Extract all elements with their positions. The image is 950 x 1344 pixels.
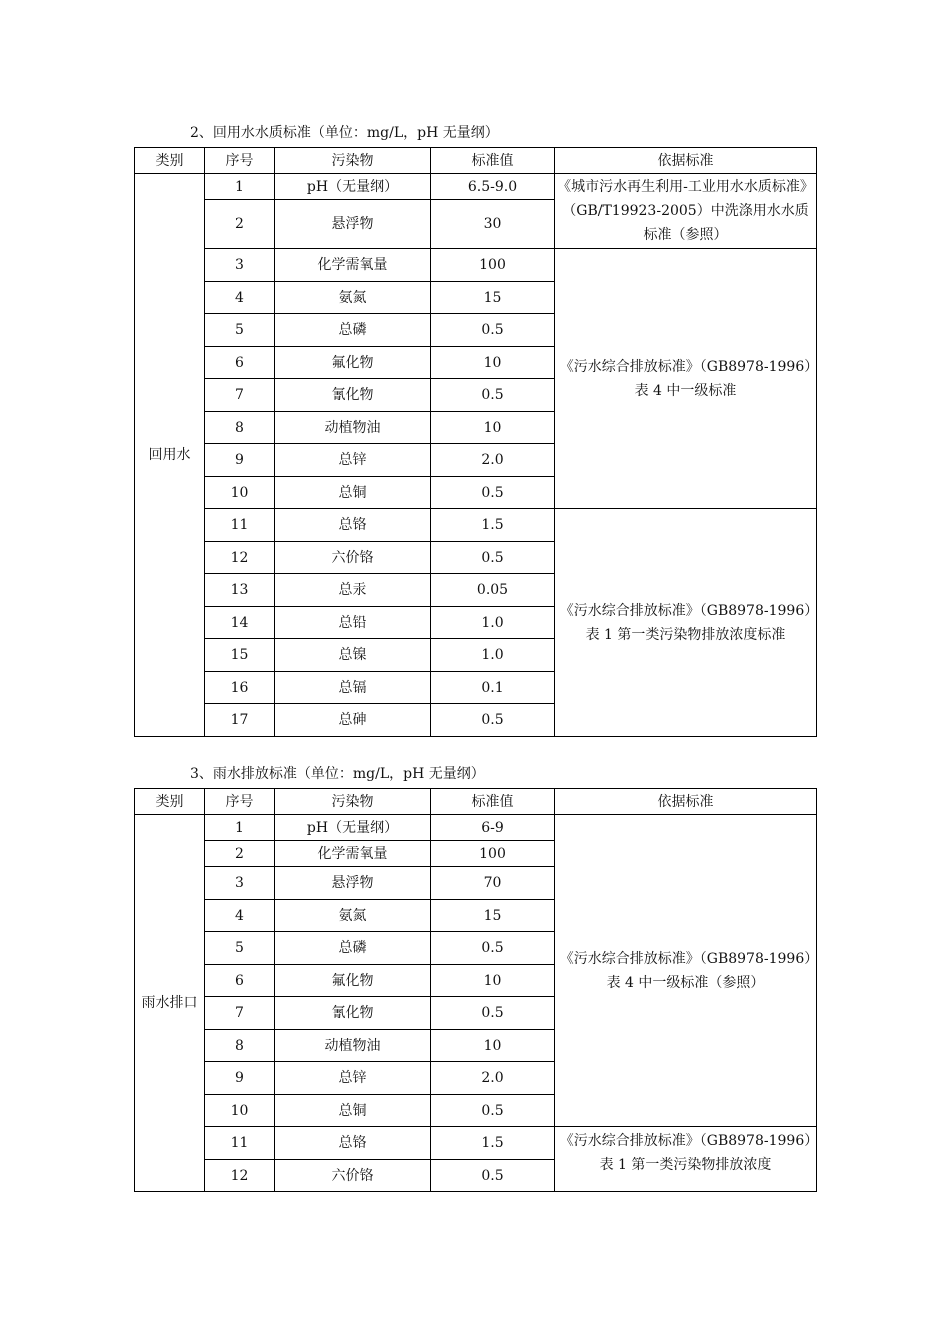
pollutant-cell: 总铜 (275, 1095, 431, 1127)
category-cell: 雨水排口 (135, 815, 205, 1192)
row-number: 3 (205, 867, 275, 900)
row-number: 10 (205, 1095, 275, 1127)
value-cell: 1.5 (431, 1127, 555, 1160)
reuse-water-standard-table (134, 147, 817, 737)
value-cell: 10 (431, 412, 555, 444)
row-number: 12 (205, 1160, 275, 1192)
row-number: 17 (205, 704, 275, 737)
row-number: 10 (205, 477, 275, 509)
value-cell: 1.0 (431, 639, 555, 672)
value-cell: 0.5 (431, 704, 555, 737)
value-cell: 1.0 (431, 607, 555, 639)
row-number: 11 (205, 509, 275, 542)
pollutant-cell: 总汞 (275, 574, 431, 607)
pollutant-cell: 化学需氧量 (275, 841, 431, 867)
row-number: 4 (205, 900, 275, 932)
basis-cell: 《城市污水再生利用-工业用水水质标准》（GB/T19923-2005）中洗涤用水水质标准（参照） (555, 174, 817, 249)
row-number: 9 (205, 444, 275, 477)
pollutant-cell: 总磷 (275, 314, 431, 347)
value-cell: 1.5 (431, 509, 555, 542)
row-number: 5 (205, 314, 275, 347)
row-number: 15 (205, 639, 275, 672)
row-number: 12 (205, 542, 275, 574)
pollutant-cell: 总锌 (275, 1062, 431, 1095)
row-number: 8 (205, 1030, 275, 1062)
value-cell: 70 (431, 867, 555, 900)
value-cell: 100 (431, 841, 555, 867)
row-number: 6 (205, 347, 275, 379)
value-cell: 2.0 (431, 444, 555, 477)
table-header-row (135, 148, 817, 174)
row-number: 14 (205, 607, 275, 639)
value-cell: 0.5 (431, 314, 555, 347)
basis-cell: 《污水综合排放标准》（GB8978-1996）表 4 中一级标准（参照） (555, 815, 817, 1127)
pollutant-cell: 总铬 (275, 509, 431, 542)
pollutant-cell: 总铬 (275, 1127, 431, 1160)
row-number: 6 (205, 965, 275, 997)
row-number: 1 (205, 815, 275, 841)
pollutant-cell: 总铜 (275, 477, 431, 509)
header-category: 类别 (135, 148, 205, 174)
header-standard-value: 标准值 (431, 789, 555, 815)
row-number: 7 (205, 997, 275, 1030)
header-basis: 依据标准 (555, 148, 817, 174)
pollutant-cell: pH（无量纲） (275, 815, 431, 841)
pollutant-cell: 六价铬 (275, 542, 431, 574)
basis-cell: 《污水综合排放标准》（GB8978-1996）表 1 第一类污染物排放浓度 (555, 1127, 817, 1192)
row-number: 5 (205, 932, 275, 965)
table-row (135, 174, 817, 200)
pollutant-cell: 动植物油 (275, 412, 431, 444)
table-row (135, 509, 817, 542)
value-cell: 6.5-9.0 (431, 174, 555, 200)
row-number: 8 (205, 412, 275, 444)
pollutant-cell: 氨氮 (275, 282, 431, 314)
header-number: 序号 (205, 789, 275, 815)
header-number: 序号 (205, 148, 275, 174)
pollutant-cell: 悬浮物 (275, 200, 431, 249)
header-basis: 依据标准 (555, 789, 817, 815)
value-cell: 0.5 (431, 1095, 555, 1127)
pollutant-cell: 氰化物 (275, 997, 431, 1030)
pollutant-cell: 氨氮 (275, 900, 431, 932)
value-cell: 0.5 (431, 477, 555, 509)
value-cell: 0.5 (431, 997, 555, 1030)
row-number: 3 (205, 249, 275, 282)
value-cell: 10 (431, 347, 555, 379)
pollutant-cell: 化学需氧量 (275, 249, 431, 282)
row-number: 2 (205, 200, 275, 249)
pollutant-cell: 动植物油 (275, 1030, 431, 1062)
row-number: 1 (205, 174, 275, 200)
pollutant-cell: 悬浮物 (275, 867, 431, 900)
basis-cell: 《污水综合排放标准》（GB8978-1996）表 1 第一类污染物排放浓度标准 (555, 509, 817, 737)
value-cell: 10 (431, 1030, 555, 1062)
value-cell: 0.5 (431, 932, 555, 965)
section-3-caption: 3、雨水排放标准（单位：mg/L，pH 无量纲） (190, 766, 485, 782)
row-number: 7 (205, 379, 275, 412)
value-cell: 2.0 (431, 1062, 555, 1095)
value-cell: 15 (431, 900, 555, 932)
pollutant-cell: 总镉 (275, 672, 431, 704)
value-cell: 0.05 (431, 574, 555, 607)
pollutant-cell: 总铅 (275, 607, 431, 639)
value-cell: 0.5 (431, 1160, 555, 1192)
value-cell: 6-9 (431, 815, 555, 841)
category-cell: 回用水 (135, 174, 205, 737)
header-pollutant: 污染物 (275, 148, 431, 174)
pollutant-cell: 总磷 (275, 932, 431, 965)
header-pollutant: 污染物 (275, 789, 431, 815)
table-row (135, 815, 817, 841)
section-2-caption: 2、回用水水质标准（单位：mg/L，pH 无量纲） (190, 125, 499, 141)
table-row (135, 1127, 817, 1160)
pollutant-cell: pH（无量纲） (275, 174, 431, 200)
value-cell: 10 (431, 965, 555, 997)
table-row (135, 249, 817, 282)
pollutant-cell: 氰化物 (275, 379, 431, 412)
row-number: 13 (205, 574, 275, 607)
row-number: 16 (205, 672, 275, 704)
pollutant-cell: 氟化物 (275, 347, 431, 379)
header-standard-value: 标准值 (431, 148, 555, 174)
row-number: 9 (205, 1062, 275, 1095)
pollutant-cell: 氟化物 (275, 965, 431, 997)
pollutant-cell: 总砷 (275, 704, 431, 737)
value-cell: 0.5 (431, 379, 555, 412)
value-cell: 100 (431, 249, 555, 282)
pollutant-cell: 六价铬 (275, 1160, 431, 1192)
value-cell: 0.5 (431, 542, 555, 574)
basis-cell: 《污水综合排放标准》（GB8978-1996）表 4 中一级标准 (555, 249, 817, 509)
pollutant-cell: 总镍 (275, 639, 431, 672)
value-cell: 0.1 (431, 672, 555, 704)
value-cell: 30 (431, 200, 555, 249)
row-number: 2 (205, 841, 275, 867)
row-number: 11 (205, 1127, 275, 1160)
value-cell: 15 (431, 282, 555, 314)
rainwater-discharge-standard-table (134, 788, 817, 1192)
pollutant-cell: 总锌 (275, 444, 431, 477)
row-number: 4 (205, 282, 275, 314)
header-category: 类别 (135, 789, 205, 815)
table-header-row (135, 789, 817, 815)
